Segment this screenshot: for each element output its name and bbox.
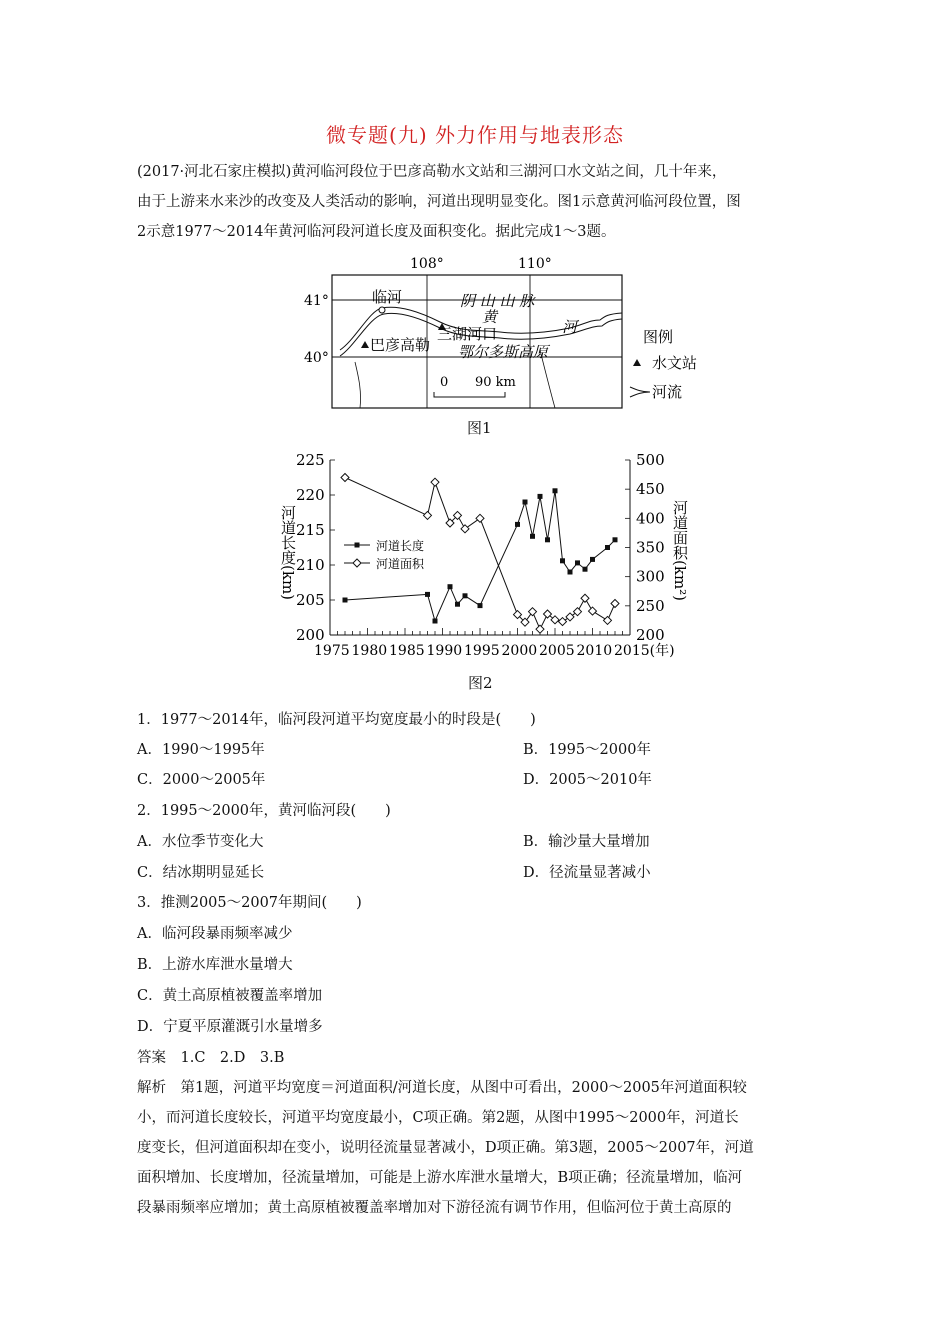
figure-1-caption: 图1 — [467, 419, 492, 437]
right-tick-label: 300 — [636, 567, 665, 586]
area-data-point — [574, 608, 582, 616]
figure-2-caption: 图2 — [468, 674, 493, 692]
length-data-point — [530, 534, 535, 539]
right-tick-label: 400 — [636, 509, 665, 528]
question-1-option-a: A．1990～1995年 — [137, 742, 265, 758]
legend-length-label: 河道长度 — [376, 539, 425, 553]
figure-1-map — [300, 250, 720, 415]
legend-length-marker — [355, 543, 360, 548]
legend-river-icon — [630, 387, 650, 397]
length-data-point — [605, 545, 610, 550]
scale-distance: 90 km — [475, 375, 516, 390]
left-tick-label: 205 — [296, 591, 325, 609]
question-1-stem: 1．1977～2014年，临河段河道平均宽度最小的时段是( ) — [137, 712, 536, 728]
area-data-point — [581, 594, 589, 602]
intro-line-1: (2017·河北石家庄模拟)黄河临河段位于巴彦高勒水文站和三湖河口水文站之间，几十年来， — [137, 164, 727, 180]
length-data-point — [575, 560, 580, 565]
legend-river-label: 河流 — [652, 383, 683, 401]
analysis-line-2: 小，而河道长度较长，河道平均宽度最小，C项正确。第2题，从图中1995～2000年，河道长 — [137, 1110, 739, 1126]
question-3-option-b: B．上游水库泄水量增大 — [137, 957, 293, 973]
area-data-point — [431, 478, 439, 486]
length-data-point — [433, 619, 438, 624]
left-tick-label: 200 — [296, 626, 325, 644]
x-tick-label: 2010 — [576, 643, 613, 659]
series-line-square — [345, 491, 615, 621]
question-3-option-d: D．宁夏平原灌溉引水量增多 — [137, 1019, 323, 1035]
intro-line-3: 2示意1977～2014年黄河临河段河道长度及面积变化。据此完成1～3题。 — [137, 224, 616, 240]
area-data-point — [424, 511, 432, 519]
label-he: 河 — [562, 318, 578, 336]
left-tick-label: 215 — [296, 521, 325, 539]
area-data-point — [604, 616, 612, 624]
river-branch-2 — [355, 362, 361, 408]
length-data-point — [568, 570, 573, 575]
scale-bar — [434, 392, 505, 397]
analysis-line-5: 段暴雨频率应增加；黄土高原植被覆盖率增加对下游径流有调节作用，但临河位于黄土高原的 — [137, 1200, 732, 1216]
length-data-point — [455, 602, 460, 607]
area-data-point — [476, 514, 484, 522]
analysis-line-1: 解析 第1题，河道平均宽度＝河道面积/河道长度，从图中可看出，2000～2005年河道面积较 — [137, 1080, 747, 1096]
answer-line: 答案 1.C 2.D 3.B — [137, 1050, 285, 1066]
analysis-line-4: 面积增加、长度增加，径流量增加，可能是上游水库泄水量增大，B项正确；径流量增加，临河 — [137, 1170, 743, 1186]
legend-title: 图例 — [643, 328, 674, 346]
right-tick-label: 350 — [636, 538, 665, 557]
scale-zero: 0 — [440, 375, 449, 390]
area-data-point — [566, 613, 574, 621]
page-title: 微专题(九) 外力作用与地表形态 — [326, 123, 624, 147]
lat-label-40: 40° — [304, 350, 329, 366]
left-tick-label: 225 — [296, 451, 325, 469]
area-data-point — [611, 600, 619, 608]
label-sanhu: 三湖河口 — [437, 325, 498, 343]
area-data-point — [559, 618, 567, 626]
left-tick-label: 220 — [296, 486, 325, 504]
lon-label-110: 110° — [518, 256, 552, 272]
legend-area-marker — [353, 559, 361, 567]
lon-label-108: 108° — [410, 256, 444, 272]
question-2-stem: 2．1995～2000年，黄河临河段( ) — [137, 803, 391, 819]
right-axis-label: 河道面积(km²) — [671, 500, 689, 602]
area-data-point — [529, 608, 537, 616]
x-tick-label: 2000 — [501, 643, 538, 659]
label-ordos: 鄂尔多斯高原 — [458, 343, 549, 361]
length-data-point — [478, 603, 483, 608]
legend-station-label: 水文站 — [652, 354, 698, 372]
length-data-point — [613, 537, 618, 542]
right-tick-label: 250 — [636, 596, 665, 615]
question-2-option-d: D．径流量显著减小 — [523, 865, 651, 881]
right-tick-label: 450 — [636, 480, 665, 499]
lat-label-41: 41° — [304, 293, 329, 309]
length-data-point — [523, 500, 528, 505]
x-tick-label: 1980 — [351, 643, 388, 659]
left-tick-label: 210 — [296, 556, 325, 574]
x-tick-label: 1990 — [426, 643, 463, 659]
label-huang: 黄 — [482, 308, 498, 326]
length-data-point — [553, 488, 558, 493]
question-1-option-d: D．2005～2010年 — [523, 772, 652, 788]
linhe-city-marker — [379, 307, 385, 313]
length-data-point — [560, 558, 565, 563]
question-3-option-c: C．黄土高原植被覆盖率增加 — [137, 988, 323, 1004]
label-bayan: 巴彦高勒 — [370, 336, 431, 354]
x-tick-label: 2015(年) — [614, 643, 675, 659]
question-1-option-b: B．1995～2000年 — [523, 742, 651, 758]
area-data-point — [536, 625, 544, 633]
question-3-option-a: A．临河段暴雨频率减少 — [137, 926, 293, 942]
x-tick-label: 1975 — [314, 643, 350, 659]
intro-line-2: 由于上游来水来沙的改变及人类活动的影响，河道出现明显变化。图1示意黄河临河段位置，图 — [137, 194, 741, 210]
length-data-point — [425, 592, 430, 597]
question-2-option-c: C．结冰期明显延长 — [137, 865, 265, 881]
left-axis-label: 河道长度(km) — [279, 505, 297, 601]
x-tick-label: 1995 — [464, 643, 500, 659]
question-2-option-a: A．水位季节变化大 — [137, 834, 264, 850]
question-3-stem: 3．推测2005～2007年期间( ) — [137, 895, 362, 911]
bayan-station-marker — [361, 341, 369, 348]
length-data-point — [583, 567, 588, 572]
length-data-point — [538, 494, 543, 499]
length-data-point — [590, 557, 595, 562]
x-tick-label: 2005 — [539, 643, 575, 659]
area-data-point — [589, 607, 597, 615]
label-yinshan: 阴 山 山 脉 — [460, 292, 535, 310]
legend-station-icon — [633, 359, 641, 366]
area-data-point — [461, 525, 469, 533]
figure-2-chart — [260, 445, 690, 670]
legend-area-label: 河道面积 — [376, 557, 425, 571]
x-tick-label: 1985 — [389, 643, 425, 659]
length-data-point — [463, 593, 468, 598]
area-data-point — [341, 474, 349, 482]
analysis-line-3: 度变长，但河道面积却在变小，说明径流量显著减小，D项正确。第3题，2005～2007年，河道 — [137, 1140, 754, 1156]
length-data-point — [515, 522, 520, 527]
right-tick-label: 500 — [636, 451, 665, 469]
label-linhe: 临河 — [372, 288, 403, 306]
right-tick-label: 200 — [636, 626, 665, 644]
length-data-point — [343, 598, 348, 603]
question-1-option-c: C．2000～2005年 — [137, 772, 266, 788]
question-2-option-b: B．输沙量大量增加 — [523, 834, 650, 850]
length-data-point — [545, 537, 550, 542]
length-data-point — [448, 584, 453, 589]
